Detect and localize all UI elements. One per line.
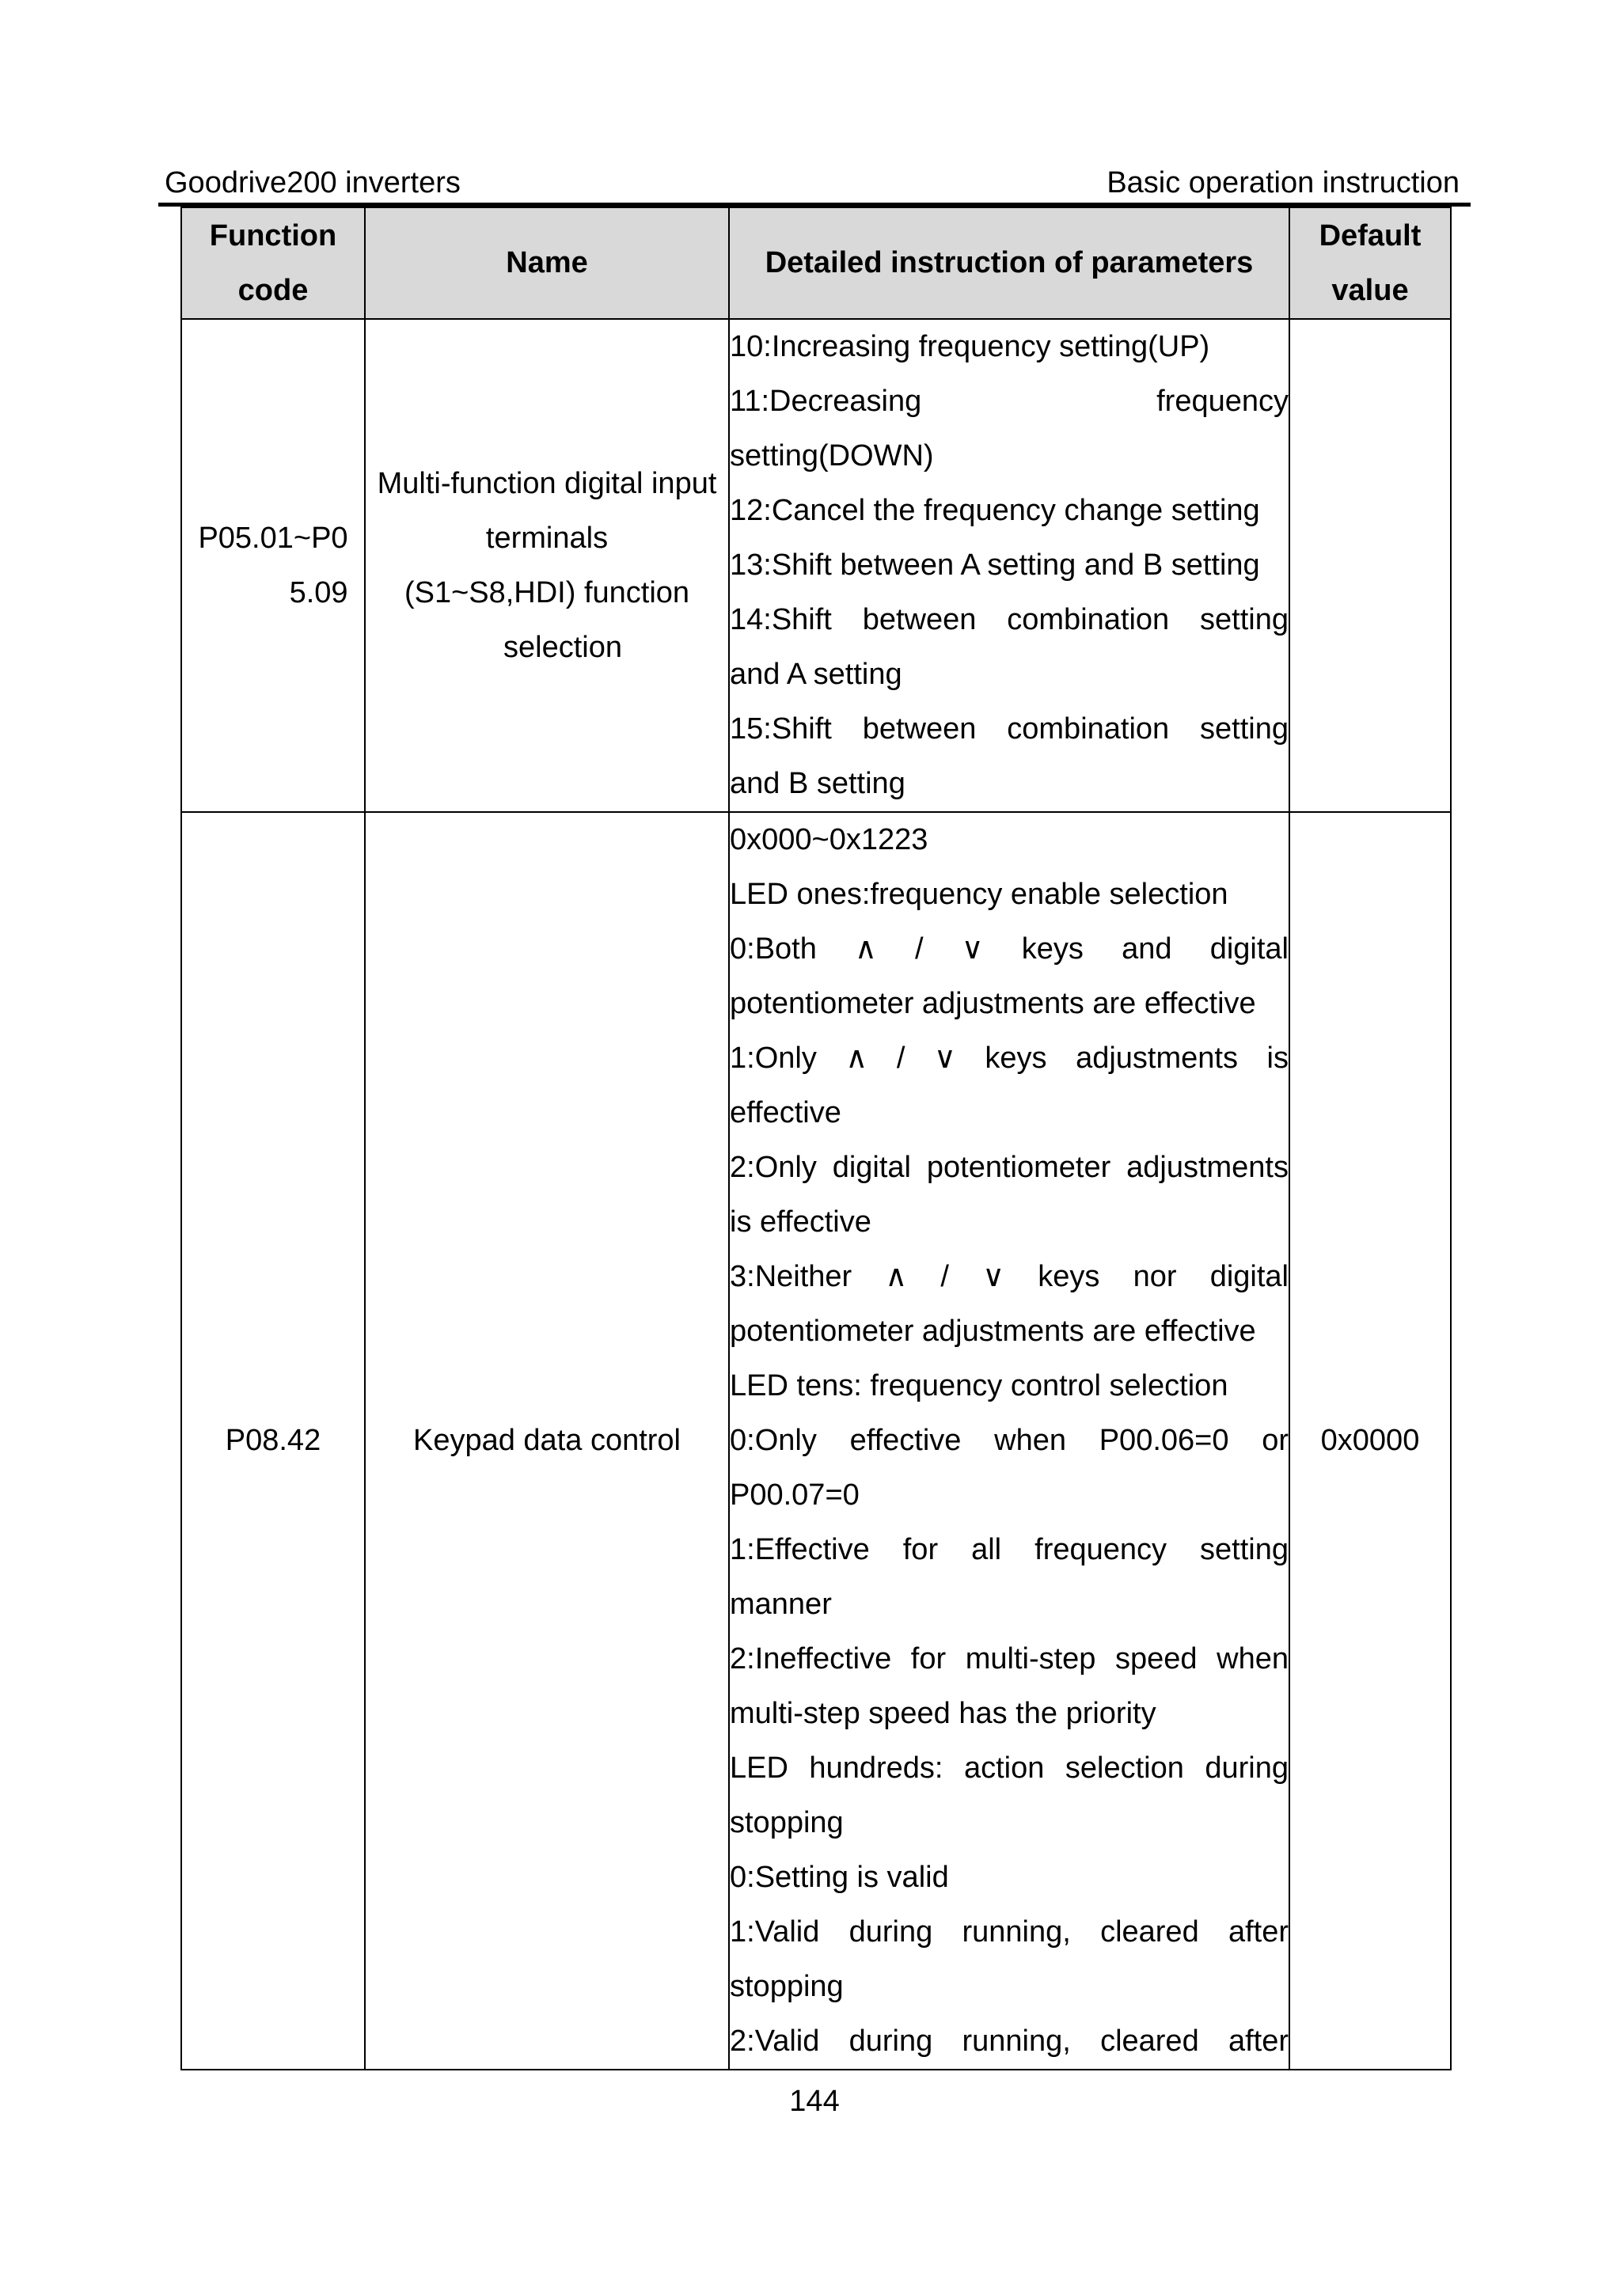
table-row — [181, 319, 1451, 812]
description-cell: 10:Increasing frequency setting(UP) 11:Decreasing frequency setting(DOWN) 12:Cancel the frequency change setting 13:Shift between A setting and B setting 14:Shift between combination setting and A setting 15:Shift between combination setting and B setting — [729, 319, 1289, 812]
name-cell: Multi-function digital input terminals (S1~S8,HDI) function selection — [365, 319, 729, 812]
parameter-table — [180, 207, 1452, 2070]
header-function-code: Function code — [181, 207, 365, 319]
header-default-value: Default value — [1289, 207, 1451, 319]
name-cell: Keypad data control — [365, 812, 729, 2070]
header-left: Goodrive200 inverters — [165, 166, 461, 199]
description-cell: 0x000~0x1223 LED ones:frequency enable selection 0:Both ∧ / ∨ keys and digital potentiometer adjustments are effective 1:Only ∧ / ∨ keys adjustments is effective 2:Only digital potentiometer adjustments is effective 3:Neither ∧ / ∨ keys nor digital potentiometer adjustments are effective LED tens: frequency control selection 0:Only effective when P00.06=0 or P00.07=0 1:Effective for all frequency setting manner 2:Ineffective for multi-step speed when multi-step speed has the priority LED hundreds: action selection during stopping 0:Setting is valid 1:Valid during running, cleared after stopping 2:Valid during running, cleared after — [729, 812, 1289, 2070]
function-code-cell: P08.42 — [181, 812, 365, 2070]
table-row — [181, 812, 1451, 2070]
page-number: 144 — [789, 2085, 840, 2118]
header-detailed-instruction: Detailed instruction of parameters — [729, 207, 1289, 319]
header-name: Name — [365, 207, 729, 319]
table-header-row — [181, 207, 1451, 319]
default-value-cell — [1289, 319, 1451, 812]
default-value-cell: 0x0000 — [1289, 812, 1451, 2070]
header-right: Basic operation instruction — [1107, 166, 1460, 199]
function-code-cell: P05.01~P0 5.09 — [181, 319, 365, 812]
